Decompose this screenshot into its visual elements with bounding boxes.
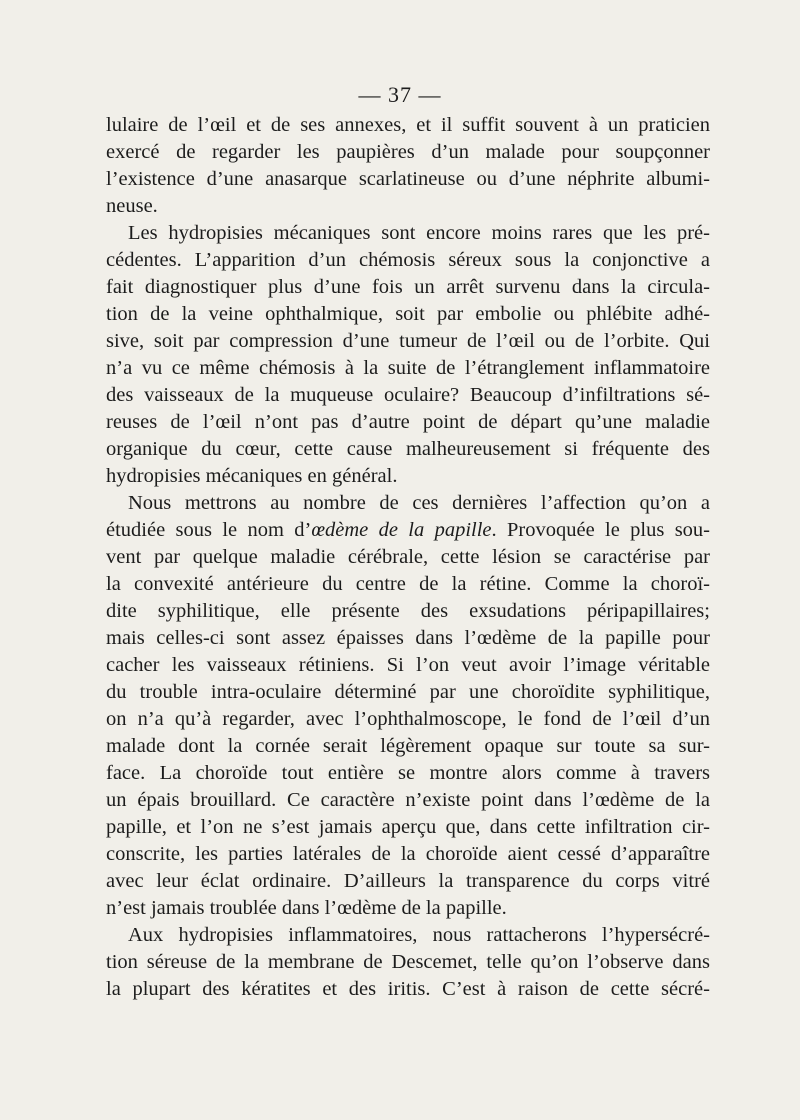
text-line <box>106 193 710 220</box>
text-line <box>106 652 710 679</box>
text-line-content: exercé de regarder les paupières d’un malade pour soupçonner <box>106 141 710 163</box>
text-line <box>106 814 710 841</box>
text-line <box>106 598 710 625</box>
text-line <box>106 679 710 706</box>
text-line <box>106 733 710 760</box>
text-line <box>106 517 710 544</box>
text-line-content: organique du cœur, cette cause malheureusement si fréquente des <box>106 438 710 460</box>
text-line <box>106 490 710 517</box>
text-line-content: mais celles-ci sont assez épaisses dans l’œdème de la papille pour <box>106 627 710 649</box>
text-line-content: du trouble intra-oculaire déterminé par une choroïdite syphilitique, <box>106 681 710 703</box>
text-line <box>106 301 710 328</box>
text-line-content: Nous mettrons au nombre de ces dernières l’affection qu’on a <box>128 492 710 514</box>
text-line <box>106 949 710 976</box>
text-line-content: face. La choroïde tout entière se montre alors comme à travers <box>106 762 710 784</box>
text-line <box>106 787 710 814</box>
text-line-content: on n’a qu’à regarder, avec l’ophthalmoscope, le fond de l’œil d’un <box>106 708 710 730</box>
italic-term: œdème de la papille <box>311 519 492 541</box>
text-line <box>106 706 710 733</box>
text-line <box>106 841 710 868</box>
page-number: — 37 — <box>358 82 442 107</box>
text-line <box>106 220 710 247</box>
text-line <box>106 868 710 895</box>
text-line-continuation: . Provoquée le plus sou- <box>491 519 711 541</box>
text-line-content: la convexité antérieure du centre de la rétine. Comme la choroï- <box>106 573 710 595</box>
text-line <box>106 247 710 274</box>
text-line <box>106 922 710 949</box>
text-line <box>106 976 710 1003</box>
text-line <box>106 274 710 301</box>
text-line <box>106 760 710 787</box>
text-line-content: papille, et l’on ne s’est jamais aperçu que, dans cette infiltration cir- <box>106 816 710 838</box>
text-line <box>106 139 710 166</box>
text-line-content: tion de la veine ophthalmique, soit par embolie ou phlébite adhé- <box>106 303 710 325</box>
text-line-content: un épais brouillard. Ce caractère n’existe point dans l’œdème de la <box>106 789 710 811</box>
text-line-content: Aux hydropisies inflammatoires, nous rattacherons l’hypersécré- <box>128 924 710 946</box>
text-line-content: avec leur éclat ordinaire. D’ailleurs la transparence du corps vitré <box>106 870 710 892</box>
text-line-content: des vaisseaux de la muqueuse oculaire? Beaucoup d’infiltrations sé- <box>106 384 710 406</box>
text-line-content: n’est jamais troublée dans l’œdème de la papille. <box>106 897 507 919</box>
text-line-content: lulaire de l’œil et de ses annexes, et il suffit souvent à un praticien <box>106 114 710 136</box>
text-line-content: tion séreuse de la membrane de Descemet, telle qu’on l’observe dans <box>106 951 710 973</box>
text-line <box>106 544 710 571</box>
body-text <box>106 112 710 1003</box>
text-line <box>106 355 710 382</box>
text-line-content: vent par quelque maladie cérébrale, cette lésion se caractérise par <box>106 546 710 568</box>
text-line-content: étudiée sous le nom d’ <box>106 519 312 541</box>
text-line-content: cacher les vaisseaux rétiniens. Si l’on veut avoir l’image véritable <box>106 654 710 676</box>
text-line-content: Les hydropisies mécaniques sont encore moins rares que les pré- <box>128 222 710 244</box>
text-line <box>106 328 710 355</box>
text-line-content: malade dont la cornée serait légèrement opaque sur toute sa sur- <box>106 735 710 757</box>
text-line <box>106 112 710 139</box>
text-line-content: l’existence d’une anasarque scarlatineuse ou d’une néphrite albumi- <box>106 168 710 190</box>
text-line <box>106 463 710 490</box>
text-line-content: sive, soit par compression d’une tumeur de l’œil ou de l’orbite. Qui <box>106 330 710 352</box>
text-line-content: n’a vu ce même chémosis à la suite de l’étranglement inflammatoire <box>106 357 710 379</box>
text-line <box>106 895 710 922</box>
text-line-content: conscrite, les parties latérales de la choroïde aient cessé d’apparaître <box>106 843 710 865</box>
text-line-content: cédentes. L’apparition d’un chémosis séreux sous la conjonctive a <box>106 249 710 271</box>
text-line <box>106 409 710 436</box>
text-line-content: hydropisies mécaniques en général. <box>106 465 398 487</box>
text-line-content: la plupart des kératites et des iritis. C’est à raison de cette sécré- <box>106 978 710 1000</box>
text-line <box>106 166 710 193</box>
text-line <box>106 436 710 463</box>
text-line-content: neuse. <box>106 195 158 217</box>
text-line-content: dite syphilitique, elle présente des exsudations péripapillaires; <box>106 600 710 622</box>
text-line-content: reuses de l’œil n’ont pas d’autre point de départ qu’une maladie <box>106 411 710 433</box>
text-line <box>106 382 710 409</box>
text-line <box>106 571 710 598</box>
text-line-content: fait diagnostiquer plus d’une fois un arrêt survenu dans la circula- <box>106 276 710 298</box>
text-line <box>106 625 710 652</box>
